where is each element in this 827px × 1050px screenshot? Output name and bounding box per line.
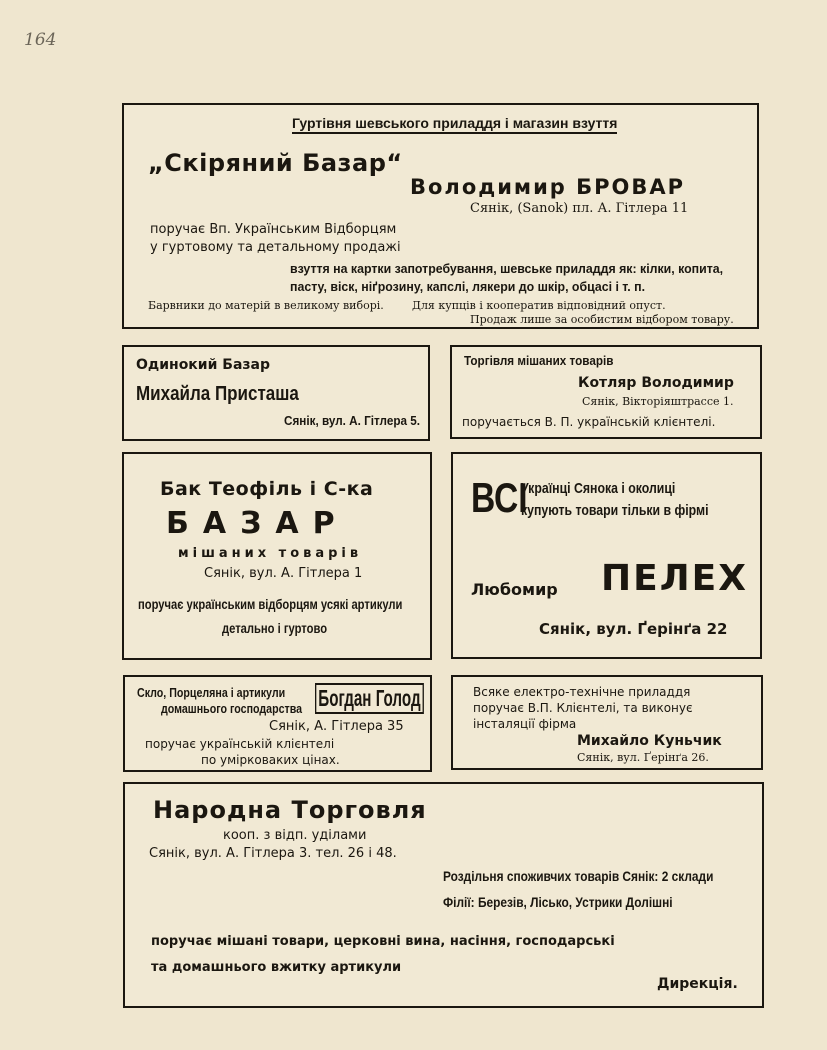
ad4-line2: поручає українським відборцям усякі артикули [138,596,403,612]
ad4-sub: мішаних товарів [178,546,363,561]
ad8-title: Народна Торговля [153,796,427,824]
ad5-address: Сянік, вул. Ґерінґа 22 [539,620,728,638]
page-number: 164 [24,30,57,50]
ad-bak-teofil [122,452,432,660]
ad-narodna-torhovlia [123,782,764,1008]
ad1-note-right: Для купців і кооператив відповідний опуст. [412,299,666,312]
ad3-line2: поручається В. П. українській клієнтелі. [462,415,716,429]
ad7-line2: поручає В.П. Клієнтелі, та виконує [473,701,693,715]
ad6-line2: домашнього господарства [161,701,303,716]
ad4-big: БАЗАР [166,506,349,541]
ad8-address: Сянік, вул. А. Гітлера 3. тел. 26 і 48. [149,846,397,861]
ad5-line1: Українці Сянока і околиці [521,480,676,497]
ad4-address: Сянік, вул. А. Гітлера 1 [204,566,363,581]
ad8-line2: Роздільня споживчих товарів Сянік: 2 склади [443,868,714,884]
ad8-line1: кооп. з відп. уділами [223,828,367,843]
ad2-name: Михайла Присташа [136,383,299,405]
ad3-address: Сянік, Вікторіяштрассе 1. [582,395,734,408]
ad-kunchyk [451,675,763,770]
ad7-line3: інсталяції фірма [473,717,577,731]
ad1-line2: у гуртовому та детальному продажі [150,240,401,255]
ad5-first-name: Любомир [471,580,558,599]
ad8-line4: поручає мішані товари, церковні вина, насіння, господарські [151,934,615,949]
ad8-line3: Філії: Березів, Лісько, Устрики Долішні [443,894,673,910]
ad6-address: Сянік, А. Гітлера 35 [269,719,404,734]
ad3-line1: Торгівля мішаних товарів [464,353,614,368]
ad1-note-left: Барвники до матерій в великому виборі. [148,299,384,312]
ad7-name: Михайло Куньчик [577,733,722,749]
ad1-goods2: пасту, віск, ніґрозину, капслі, лякери до шкір, обцасі і т. п. [290,279,646,294]
ad1-note-bottom: Продаж лише за особистим відбором товару. [470,313,734,326]
ad5-surname: ПЕЛЕХ [601,558,748,599]
ad-pelekh [451,452,762,659]
ad7-address: Сянік, вул. Ґерінґа 26. [577,751,709,764]
ad-kotliar [450,345,762,439]
ad4-line3: детально і гуртово [222,620,328,636]
ad1-goods1: взуття на картки запотребування, шевське приладдя як: кілки, копита, [290,261,724,276]
ad-prystash-bazar [122,345,430,441]
ad6-line4: по умірковаких цінах. [201,753,340,767]
ad1-line1: поручає Вп. Українським Відборцям [150,222,397,237]
ad6-line3: поручає українській клієнтелі [145,737,335,751]
ad2-address: Сянік, вул. А. Гітлера 5. [284,413,420,428]
ad7-line1: Всяке електро-технічне приладдя [473,685,691,699]
ad8-line5: та домашнього вжитку артикули [151,960,402,975]
ad5-line2: купують товари тільки в фірмі [521,502,709,519]
ad4-line1: Бак Теофіль і С-ка [160,478,374,500]
ad-bohdan-holod [123,675,432,772]
ad3-name: Котляр Володимир [578,375,734,391]
ad1-shop-name: „Скіряний Базар“ [148,149,403,177]
ad1-owner: Володимир БРОВАР [410,175,686,199]
ad6-name: Богдан Голод [315,683,424,714]
ad1-header: Гуртівня шевського приладдя і магазин взуття [292,115,617,134]
ad8-signature: Дирекція. [657,976,738,992]
ad1-address: Сянік, (Sanok) пл. А. Гітлера 11 [470,201,689,216]
ad5-big-left: ВСІ [471,474,528,521]
ad-skiryanyi-bazar [122,103,759,329]
ad2-line1: Одинокий Базар [136,357,271,373]
ad6-line1: Скло, Порцеляна і артикули [137,685,286,700]
